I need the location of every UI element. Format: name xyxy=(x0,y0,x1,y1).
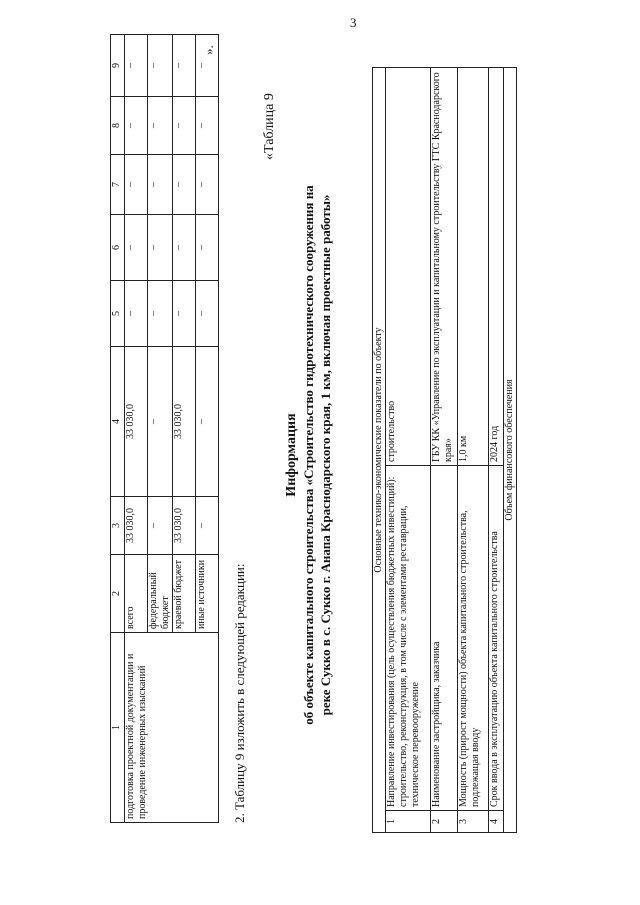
row-label: Направление инвестирования (цель осуществления бюджетных инвестиций): строительство, реконструкция, в том числе с элементами реставрации, техническое перевооружение xyxy=(386,466,431,811)
row-label: Срок ввода в эксплуатацию объекта капитального строительства xyxy=(489,466,504,811)
value-cell: – xyxy=(125,35,148,97)
value-cell: – xyxy=(148,215,173,281)
value-cell: – xyxy=(196,497,219,555)
value-cell: – xyxy=(148,347,173,497)
value-cell: – xyxy=(196,155,219,215)
value-cell: – xyxy=(148,497,173,555)
table-row xyxy=(431,68,458,833)
value-cell: – xyxy=(125,97,148,155)
row-number: 4 xyxy=(489,811,504,833)
value-cell: – xyxy=(148,155,173,215)
row-number: 1 xyxy=(386,811,431,833)
header-cell: 8 xyxy=(111,97,125,155)
row-value: 1,0 км xyxy=(458,68,489,466)
section-header-row xyxy=(504,68,517,833)
table-title xyxy=(283,185,334,725)
value-cell: – xyxy=(196,97,219,155)
value-cell: – xyxy=(173,97,196,155)
title-heading: Информация xyxy=(284,413,299,497)
section-header-row xyxy=(373,68,386,833)
value-cell: – xyxy=(125,215,148,281)
source-cell: иные источники xyxy=(196,555,219,633)
row-number: 3 xyxy=(458,811,489,833)
table-row xyxy=(386,68,431,833)
header-cell: 7 xyxy=(111,155,125,215)
value-cell: – xyxy=(173,215,196,281)
row-value: ГБУ КК «Управление по эксплуатации и капитальному строительству ГТС Краснодарского края» xyxy=(431,68,458,466)
value-cell: – xyxy=(148,97,173,155)
value-cell: – xyxy=(196,347,219,497)
value-cell: – xyxy=(173,155,196,215)
value-cell: 33 030,0 xyxy=(173,497,196,555)
table-row xyxy=(458,68,489,833)
row-label: Наименование застройщика, заказчика xyxy=(431,466,458,811)
funding-table-continuation xyxy=(110,34,219,823)
table-reference: «Таблица 9 xyxy=(262,93,277,160)
row-value: строительство xyxy=(386,68,431,466)
title-body: об объекте капитального строительства «Строительство гидротехнического сооружения на реке Сукко в с. Сукко г. Анапа Краснодарского края, 1 км, включая проектные работы» xyxy=(301,185,333,725)
header-cell: 4 xyxy=(111,347,125,497)
source-cell: краевой бюджет xyxy=(173,555,196,633)
row-label: Мощность (прирост мощности) объекта капитального строительства, подлежащая вводу xyxy=(458,466,489,811)
table-row xyxy=(125,35,148,823)
table-header-row xyxy=(111,35,125,823)
table-row xyxy=(489,68,504,833)
value-cell: 33 030,0 xyxy=(173,347,196,497)
header-cell: 5 xyxy=(111,281,125,347)
section-header: Основные технико-экономические показатели по объекту xyxy=(373,68,386,833)
header-cell: 6 xyxy=(111,215,125,281)
activity-label: подготовка проектной документации и проведение инженерных изысканий xyxy=(125,633,219,823)
value-cell: – xyxy=(196,215,219,281)
value-cell: – xyxy=(173,281,196,347)
value-cell: – xyxy=(125,155,148,215)
section-header: Объем финансового обеспечения xyxy=(504,68,517,833)
header-cell: 3 xyxy=(111,497,125,555)
header-cell: 1 xyxy=(111,633,125,823)
closing-quote: ». xyxy=(201,45,216,55)
amendment-item-2: 2. Таблицу 9 изложить в следующей редакции: xyxy=(232,563,247,823)
table-9 xyxy=(372,67,517,833)
value-cell: – xyxy=(196,35,219,97)
value-cell: 33 030,0 xyxy=(125,497,148,555)
page-number: 3 xyxy=(350,15,357,30)
source-cell: всего xyxy=(125,555,148,633)
value-cell: 33 030,0 xyxy=(125,347,148,497)
value-cell: – xyxy=(173,35,196,97)
header-cell: 2 xyxy=(111,555,125,633)
row-number: 2 xyxy=(431,811,458,833)
value-cell: – xyxy=(196,281,219,347)
source-cell: федеральный бюджет xyxy=(148,555,173,633)
value-cell: – xyxy=(125,281,148,347)
value-cell: – xyxy=(148,281,173,347)
header-cell: 9 xyxy=(111,35,125,97)
value-cell: – xyxy=(148,35,173,97)
row-value: 2024 год xyxy=(489,68,504,466)
